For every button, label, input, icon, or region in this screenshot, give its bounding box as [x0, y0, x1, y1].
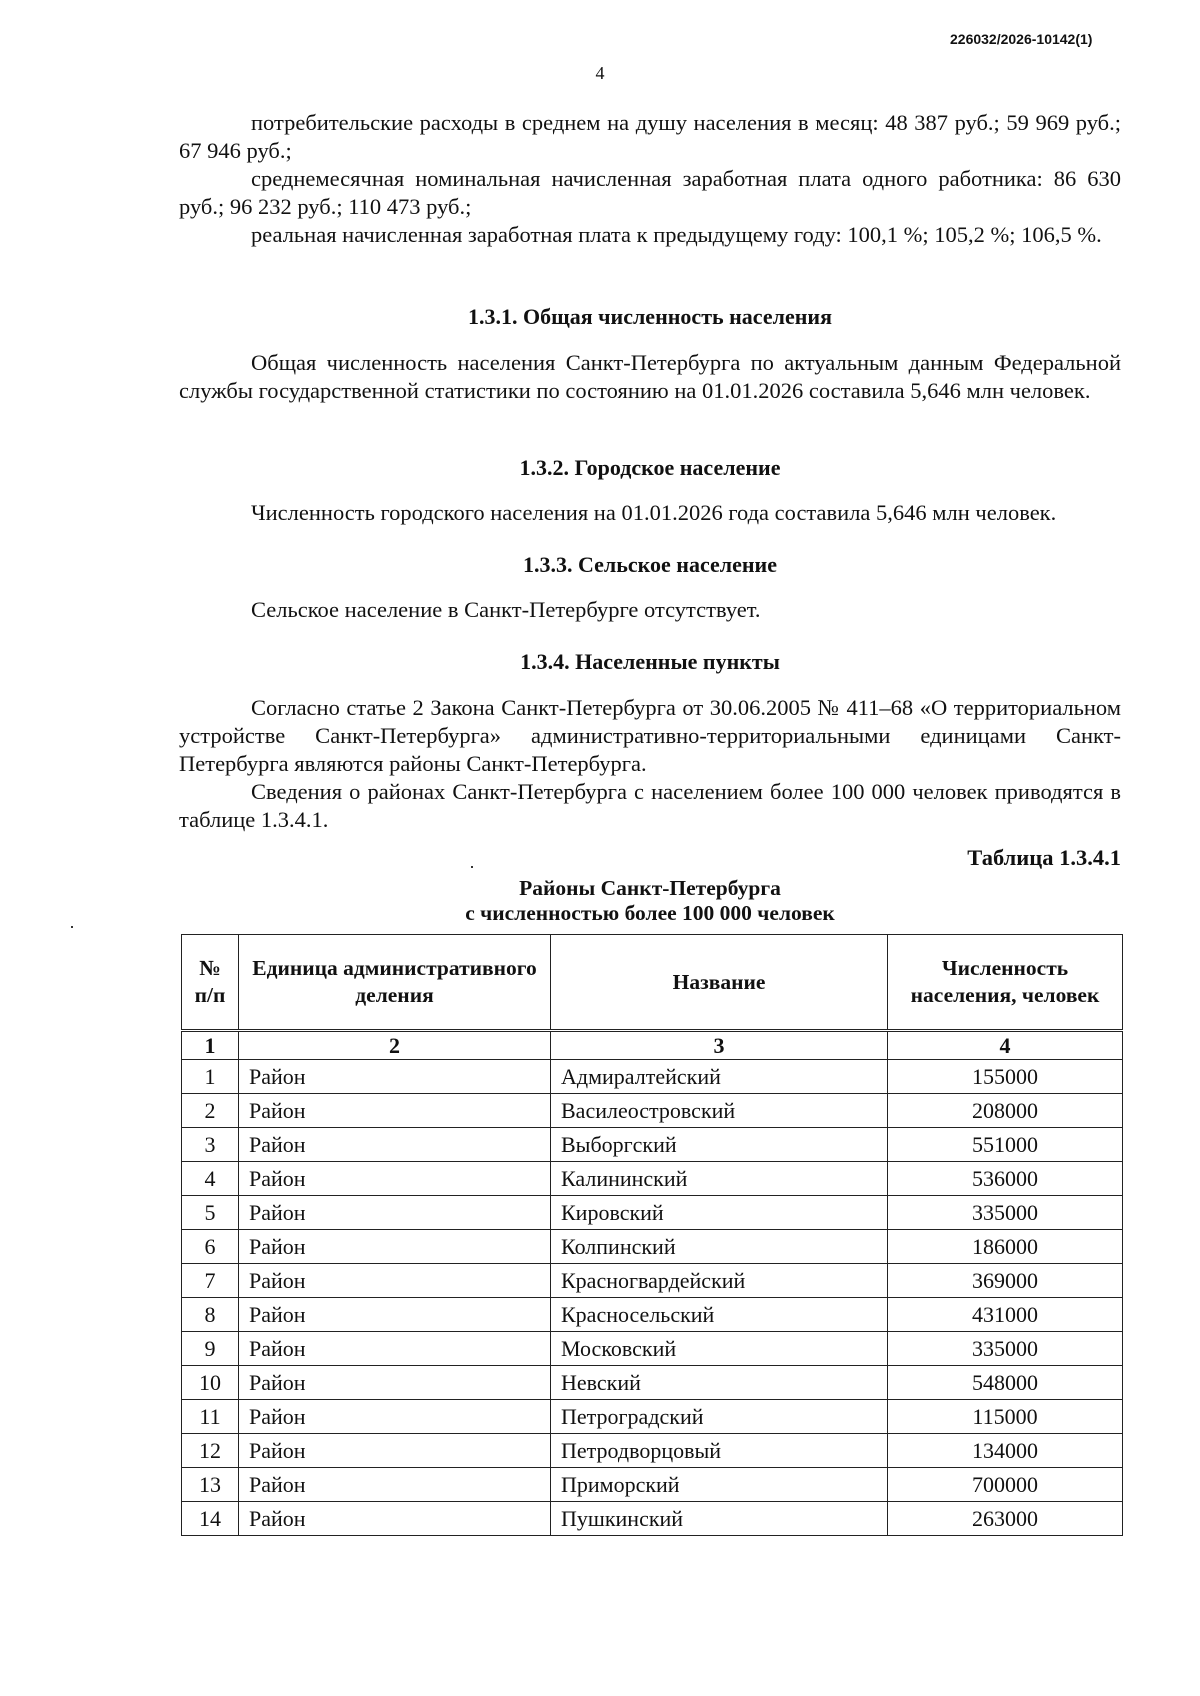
row-number-cell: 5 [182, 1196, 239, 1230]
section-1-3-1 [179, 303, 1121, 405]
table-row [182, 1434, 1123, 1468]
header-population: Численность населения, человек [888, 935, 1123, 1031]
unit-cell: Район [239, 1264, 551, 1298]
header-name: Название [551, 935, 888, 1031]
table-row [182, 1128, 1123, 1162]
average-salary-paragraph: среднемесячная номинальная начисленная заработная плата одного работника: 86 630 руб.; 96 232 руб.; 110 473 руб.; [179, 166, 1121, 219]
population-cell: 134000 [888, 1434, 1123, 1468]
unit-cell: Район [239, 1162, 551, 1196]
row-number-cell: 7 [182, 1264, 239, 1298]
unit-cell: Район [239, 1230, 551, 1264]
page-number: 4 [595, 63, 605, 83]
row-number-cell: 11 [182, 1400, 239, 1434]
unit-cell: Район [239, 1502, 551, 1536]
column-number: 4 [888, 1031, 1123, 1060]
district-name-cell: Красногвардейский [551, 1264, 888, 1298]
scan-speck [471, 866, 473, 868]
section-1-3-2 [179, 454, 1121, 527]
row-number-cell: 9 [182, 1332, 239, 1366]
section-heading: 1.3.4. Населенные пункты [520, 649, 780, 674]
population-cell: 115000 [888, 1400, 1123, 1434]
row-number-cell: 4 [182, 1162, 239, 1196]
column-number: 2 [239, 1031, 551, 1060]
population-cell: 155000 [888, 1060, 1123, 1094]
table-row [182, 1298, 1123, 1332]
population-cell: 335000 [888, 1332, 1123, 1366]
column-number: 1 [182, 1031, 239, 1060]
table-row [182, 1502, 1123, 1536]
table-title-line1: Районы Санкт-Петербурга [519, 876, 781, 900]
district-name-cell: Красносельский [551, 1298, 888, 1332]
unit-cell: Район [239, 1332, 551, 1366]
row-number-cell: 6 [182, 1230, 239, 1264]
urban-population-paragraph: Численность городского населения на 01.01.2026 года составила 5,646 млн человек. [251, 500, 1057, 525]
column-number: 3 [551, 1031, 888, 1060]
district-name-cell: Петроградский [551, 1400, 888, 1434]
table-body [182, 1060, 1123, 1536]
table-row [182, 1060, 1123, 1094]
table-row [182, 1332, 1123, 1366]
population-cell: 431000 [888, 1298, 1123, 1332]
intro-text [179, 109, 1121, 249]
section-1-3-4 [179, 648, 1121, 834]
population-cell: 700000 [888, 1468, 1123, 1502]
district-name-cell: Выборгский [551, 1128, 888, 1162]
unit-cell: Район [239, 1366, 551, 1400]
row-number-cell: 3 [182, 1128, 239, 1162]
table-label: Таблица 1.3.4.1 [967, 845, 1121, 870]
total-population-paragraph: Общая численность населения Санкт-Петербурга по актуальным данным Федеральной службы государственной статистики по состоянию на 01.01.2026 составила 5,646 млн человек. [179, 350, 1121, 403]
row-number-cell: 8 [182, 1298, 239, 1332]
table-reference-paragraph: Сведения о районах Санкт-Петербурга с населением более 100 000 человек приводятся в таблице 1.3.4.1. [179, 779, 1121, 832]
table-row [182, 1264, 1123, 1298]
unit-cell: Район [239, 1298, 551, 1332]
rural-population-paragraph: Сельское население в Санкт-Петербурге отсутствует. [251, 597, 761, 622]
document-number: 226032/2026-10142(1) [950, 31, 1093, 47]
header-number: № п/п [182, 935, 239, 1031]
districts-table [181, 934, 1123, 1536]
unit-cell: Район [239, 1060, 551, 1094]
district-name-cell: Московский [551, 1332, 888, 1366]
unit-cell: Район [239, 1468, 551, 1502]
district-name-cell: Кировский [551, 1196, 888, 1230]
row-number-cell: 12 [182, 1434, 239, 1468]
unit-cell: Район [239, 1094, 551, 1128]
table-row [182, 1230, 1123, 1264]
section-heading: 1.3.1. Общая численность населения [468, 304, 832, 329]
table-row [182, 1400, 1123, 1434]
unit-cell: Район [239, 1196, 551, 1230]
district-name-cell: Петродворцовый [551, 1434, 888, 1468]
unit-cell: Район [239, 1400, 551, 1434]
table-row [182, 1196, 1123, 1230]
district-name-cell: Калининский [551, 1162, 888, 1196]
district-name-cell: Пушкинский [551, 1502, 888, 1536]
population-cell: 369000 [888, 1264, 1123, 1298]
district-name-cell: Приморский [551, 1468, 888, 1502]
district-name-cell: Василеостровский [551, 1094, 888, 1128]
scan-speck [71, 926, 73, 928]
table-row [182, 1094, 1123, 1128]
law-reference-paragraph: Согласно статье 2 Закона Санкт-Петербурга от 30.06.2005 № 411–68 «О территориальном устройстве Санкт-Петербурга» административно-территориальными единицами Санкт-Петербурга являются районы Санкт-Петербурга. [179, 695, 1121, 776]
section-heading: 1.3.3. Сельское население [522, 552, 777, 577]
real-salary-paragraph: реальная начисленная заработная плата к предыдущему году: 100,1 %; 105,2 %; 106,5 %. [251, 222, 1102, 247]
population-cell: 263000 [888, 1502, 1123, 1536]
column-number-row [182, 1031, 1123, 1060]
district-name-cell: Колпинский [551, 1230, 888, 1264]
unit-cell: Район [239, 1128, 551, 1162]
table-header-row [182, 935, 1123, 1031]
unit-cell: Район [239, 1434, 551, 1468]
row-number-cell: 2 [182, 1094, 239, 1128]
row-number-cell: 10 [182, 1366, 239, 1400]
section-heading: 1.3.2. Городское население [519, 455, 781, 480]
population-cell: 548000 [888, 1366, 1123, 1400]
table-row [182, 1468, 1123, 1502]
header-unit: Единица административного деления [239, 935, 551, 1031]
district-name-cell: Адмиралтейский [551, 1060, 888, 1094]
population-cell: 335000 [888, 1196, 1123, 1230]
population-cell: 208000 [888, 1094, 1123, 1128]
table-row [182, 1366, 1123, 1400]
consumer-spending-paragraph: потребительские расходы в среднем на душу населения в месяц: 48 387 руб.; 59 969 руб.; 67 946 руб.; [179, 110, 1121, 163]
table-row [182, 1162, 1123, 1196]
row-number-cell: 14 [182, 1502, 239, 1536]
row-number-cell: 13 [182, 1468, 239, 1502]
population-cell: 551000 [888, 1128, 1123, 1162]
row-number-cell: 1 [182, 1060, 239, 1094]
section-1-3-3 [179, 551, 1121, 624]
district-name-cell: Невский [551, 1366, 888, 1400]
table-title-line2: с численностью более 100 000 человек [465, 901, 835, 925]
population-cell: 186000 [888, 1230, 1123, 1264]
population-cell: 536000 [888, 1162, 1123, 1196]
